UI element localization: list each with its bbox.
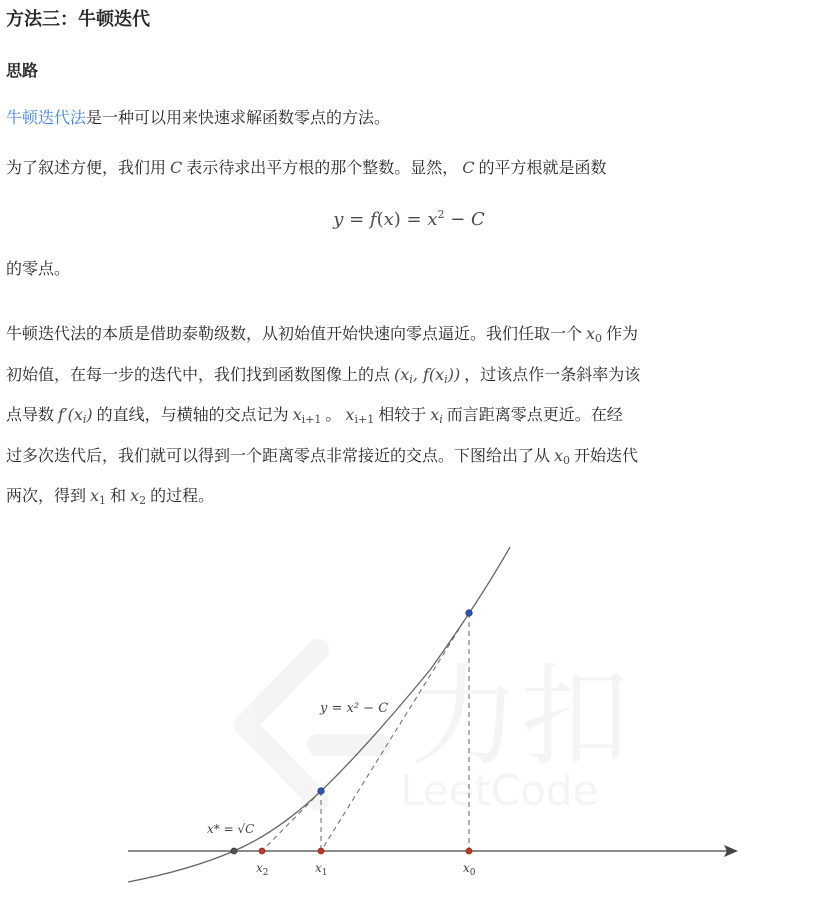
math-x-i: $x_i$: [430, 405, 443, 426]
section-title: 方法三：牛顿迭代: [6, 9, 150, 30]
math-x0: $x_0$: [554, 445, 571, 467]
text: 和: [110, 486, 127, 505]
text: 点导数: [6, 405, 55, 424]
math-x0: $x_0$: [586, 324, 603, 345]
newton-iteration-figure: [0, 540, 818, 910]
x1-label: $x_1$: [315, 861, 328, 878]
formula-eq: =: [343, 209, 370, 230]
formula-x: x: [383, 209, 394, 230]
axis-point-x1: [318, 848, 324, 854]
newton-line-3: [6, 395, 640, 436]
zero-point-text: 的零点。: [6, 259, 71, 278]
math-x-next: $x_{i+1}$: [292, 405, 322, 426]
display-formula: [0, 208, 818, 230]
text: 。: [325, 405, 342, 424]
axis-point-x2: [259, 848, 265, 854]
text: ，过该点作一条斜率为该: [464, 364, 641, 384]
leetcode-logo-icon: [245, 650, 380, 800]
text: 开始迭代: [574, 445, 639, 465]
math-C: C: [462, 158, 475, 177]
math-C: C: [170, 158, 183, 177]
formula-y: y: [333, 209, 344, 230]
axis-point-x0: [466, 848, 472, 854]
text: 两次，得到: [6, 486, 87, 505]
newton-line-2: [6, 355, 640, 396]
math-x1: $x_1$: [90, 486, 107, 507]
formula-x: x: [427, 209, 438, 230]
newton-method-link[interactable]: 牛顿迭代法: [6, 108, 87, 127]
intro-paragraph: [6, 106, 390, 130]
tangent-line-x1: [262, 791, 321, 851]
watermark-en: LeetCode: [400, 766, 599, 815]
notation-text-c: 的平方根就是函数: [478, 158, 607, 177]
text: 作为: [606, 324, 639, 343]
math-x-next: $x_{i+1}$: [345, 405, 375, 426]
curve-point-x0: [466, 610, 472, 616]
text: 的直线，与横轴的交点记为: [96, 405, 289, 424]
formula-paren: (: [376, 209, 384, 230]
formula-minus: −: [444, 209, 472, 230]
curve-point-x1: [318, 788, 324, 794]
text: 而言距离零点更近。在经: [446, 405, 623, 424]
notation-text-a: 为了叙述方便，我们用: [6, 158, 167, 177]
intro-text: 是一种可以用来快速求解函数零点的方法。: [86, 108, 391, 127]
newton-line-5: [6, 476, 640, 517]
text: 的过程。: [150, 486, 215, 505]
formula-exponent: 2: [437, 208, 445, 221]
leetcode-watermark: [245, 650, 630, 815]
math-point: ($x_i$, $f(x_i)$): [394, 364, 461, 386]
text: 过多次迭代后，我们就可以得到一个距离零点非常接近的交点。下图给出了从: [6, 445, 551, 465]
curve-label: y = x² − C: [320, 701, 389, 716]
newton-line-1: [6, 314, 640, 355]
newton-paragraph: [6, 314, 640, 517]
root-point: [231, 848, 237, 854]
formula-C: C: [471, 209, 485, 230]
math-derivative: $f'(x_i)$: [58, 405, 93, 426]
notation-text-b: 表示待求出平方根的那个整数。显然，: [186, 158, 459, 177]
x0-label: $x_0$: [463, 861, 476, 878]
math-x2: $x_2$: [130, 486, 147, 507]
subheading: 思路: [6, 61, 39, 80]
root-label: x* = √C: [207, 822, 255, 836]
x2-label: $x_2$: [256, 861, 269, 878]
text: 牛顿迭代法的本质是借助泰勒级数，从初始值开始快速向零点逼近。我们任取一个: [6, 324, 583, 343]
formula-paren: ): [393, 209, 401, 230]
formula-eq: =: [400, 209, 428, 230]
formula-f: f: [369, 209, 377, 230]
notation-paragraph: [6, 156, 607, 180]
watermark-cn: 力扣: [410, 653, 630, 781]
newton-line-4: [6, 436, 640, 477]
text: 相较于: [378, 405, 427, 424]
text: 初始值，在每一步的迭代中，我们找到函数图像上的点: [6, 364, 391, 384]
